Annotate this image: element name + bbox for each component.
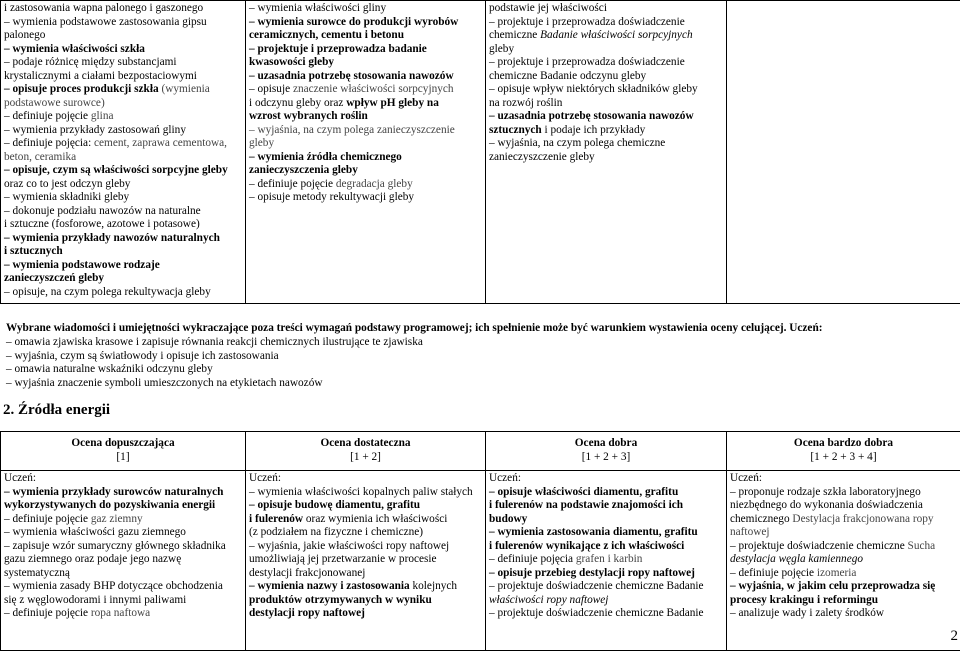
text-line	[4, 97, 242, 111]
text-line	[489, 607, 723, 621]
text-run: – definiuje pojęcie	[4, 110, 91, 122]
text-line	[4, 151, 242, 165]
text-run: – analizuje wady i zalety środków	[730, 607, 884, 619]
text-line	[4, 486, 242, 500]
text-line	[4, 594, 242, 608]
table-cell	[246, 1, 486, 304]
table-cell	[486, 471, 727, 651]
text-run: – wymienia zastosowania diamentu, grafitu	[489, 526, 698, 538]
text-run: kwasowości gleby	[249, 56, 334, 68]
text-run: produktów otrzymywanych w wyniku	[249, 594, 432, 606]
text-line	[4, 56, 242, 70]
text-line	[249, 164, 482, 178]
text-line	[489, 151, 723, 165]
text-line	[249, 29, 482, 43]
table-row	[1, 1, 960, 304]
text-line	[489, 2, 723, 16]
text-run: chemiczne	[489, 29, 540, 41]
text-run: Destylacja frakcjonowana ropy	[792, 513, 933, 525]
text-run: się z węglowodorami i innymi paliwami	[4, 594, 186, 606]
text-run: – wymienia właściwości gazu ziemnego	[4, 526, 186, 538]
text-run: – projektuje doświadczenie chemiczne	[730, 540, 908, 552]
text-run: i fulerenów na podstawie znajomości ich	[489, 499, 683, 511]
energy-sources-criteria-table	[0, 431, 960, 651]
text-run: – opisuje, na czym polega rekultywacja gleby	[4, 286, 211, 298]
text-run: grafen i karbin	[576, 553, 643, 565]
text-line	[4, 567, 242, 581]
text-line	[6, 322, 956, 336]
text-line	[730, 472, 957, 486]
text-run: krystalicznymi a ciałami bezpostaciowymi	[4, 70, 197, 82]
text-run: (z podziałem na fizyczne i chemiczne)	[249, 526, 423, 538]
text-run: – opisuje właściwości diamentu, grafitu	[489, 486, 678, 498]
text-line	[249, 2, 482, 16]
text-line	[249, 178, 482, 192]
text-line	[249, 191, 482, 205]
text-run: – wymienia źródła chemicznego	[249, 151, 402, 163]
text-run: izomeria	[817, 567, 857, 579]
text-run: zanieczyszczeń gleby	[4, 272, 104, 284]
text-run: naftowej	[730, 526, 770, 538]
text-run: – podaje różnicę między substancjami	[4, 56, 177, 68]
text-run: – definiuje pojęcie	[730, 567, 817, 579]
text-line	[730, 513, 957, 527]
text-line	[4, 178, 242, 192]
text-run: – uzasadnia potrzebę stosowania nawozów	[489, 110, 694, 122]
column-header: Ocena dostateczna [1 + 2]	[246, 432, 486, 471]
text-run: i odczynu gleby oraz	[249, 97, 346, 109]
text-run: (wymienia	[159, 83, 210, 95]
text-run: – wyjaśnia, na czym polega chemiczne	[489, 137, 665, 149]
text-run: – definiuje pojęcie	[4, 513, 91, 525]
column-header: Ocena bardzo dobra [1 + 2 + 3 + 4]	[727, 432, 960, 471]
text-run: – wyjaśnia, jakie właściwości ropy naftowej	[249, 540, 449, 552]
text-line	[489, 110, 723, 124]
text-run: – opisuje metody rekultywacji gleby	[249, 191, 414, 203]
text-line	[6, 350, 956, 364]
text-run: umożliwiają jej przetwarzanie w procesie	[249, 553, 437, 565]
text-run: i fulerenów wynikające z ich właściwości	[489, 540, 684, 552]
text-run: i sztuczne (fosforowe, azotowe i potasowe)	[4, 218, 200, 230]
text-run: – projektuje i przeprowadza doświadczenie	[489, 16, 685, 28]
text-run: – wyjaśnia, czym są światłowody i opisuje ich zastosowania	[6, 350, 279, 362]
text-run: – opisuje wpływ niektórych składników gleby	[489, 83, 698, 95]
text-line	[489, 16, 723, 30]
text-line	[730, 580, 957, 594]
table-cell	[1, 1, 246, 304]
text-run: – wyjaśnia znaczenie symboli umieszczonych na etykietach nawozów	[6, 377, 323, 389]
table-cell	[727, 471, 960, 651]
text-line	[489, 29, 723, 43]
text-run: – projektuje i przeprowadza badanie	[249, 43, 427, 55]
text-line	[489, 567, 723, 581]
text-run: destylacji frakcjonowanej	[249, 567, 365, 579]
text-run: – proponuje rodzaje szkła laboratoryjnego	[730, 486, 921, 498]
text-line	[4, 124, 242, 138]
text-run: budowy	[489, 513, 527, 525]
text-run: ropa naftowa	[91, 607, 150, 619]
text-run: – opisuje przebieg destylacji ropy naftowej	[489, 567, 695, 579]
text-line	[489, 594, 723, 608]
text-run: – definiuje pojęcie	[4, 607, 91, 619]
text-line	[4, 164, 242, 178]
text-run: destylacji ropy naftowej	[249, 607, 365, 619]
text-run: oraz co to jest odczyn gleby	[4, 178, 130, 190]
text-line	[249, 499, 482, 513]
text-line	[4, 218, 242, 232]
text-line	[4, 553, 242, 567]
text-run: wykorzystywanych do pozyskiwania energii	[4, 499, 215, 511]
text-line	[4, 70, 242, 84]
text-line	[489, 97, 723, 111]
text-run: – projektuje i przeprowadza doświadczenie	[489, 56, 685, 68]
text-line	[489, 124, 723, 138]
text-line	[4, 2, 242, 16]
text-line	[249, 151, 482, 165]
text-run: – wymienia zasady BHP dotyczące obchodzenia	[4, 580, 223, 592]
text-line	[489, 56, 723, 70]
text-run: Wybrane wiadomości i umiejętności wykraczające poza treści wymagań podstawy programowej; ich spełnienie może być warunkiem wystawienia oceny celującej. Uczeń:	[6, 322, 823, 334]
text-line	[249, 513, 482, 527]
text-line	[489, 137, 723, 151]
text-line	[4, 232, 242, 246]
text-run: – opisuje	[249, 83, 293, 95]
text-run: beton, ceramika	[4, 151, 76, 163]
text-line	[730, 486, 957, 500]
table-cell	[1, 471, 246, 651]
column-header: Ocena dopuszczająca [1]	[1, 432, 246, 471]
text-line	[4, 286, 242, 300]
text-run: na rozwój roślin	[489, 97, 562, 109]
text-line	[730, 499, 957, 513]
text-run: procesy krakingu i reformingu	[730, 594, 878, 606]
text-run: – definiuje pojęcia:	[4, 137, 94, 149]
text-line	[489, 43, 723, 57]
table-row	[1, 471, 960, 651]
text-run: destylacja węgla kamiennego	[730, 553, 863, 565]
text-line	[489, 499, 723, 513]
text-line	[4, 607, 242, 621]
text-run: – wymienia przykłady nawozów naturalnych	[4, 232, 220, 244]
text-line	[6, 363, 956, 377]
text-line	[249, 472, 482, 486]
text-run: i podaje ich przykłady	[542, 124, 646, 136]
text-line	[249, 553, 482, 567]
text-run: – uzasadnia potrzebę stosowania nawozów	[249, 70, 454, 82]
text-run: – wyjaśnia, na czym polega zanieczyszczenie	[249, 124, 455, 136]
text-line	[489, 70, 723, 84]
text-run: – opisuje, czym są właściwości sorpcyjne gleby	[4, 164, 228, 176]
text-run: Badanie właściwości sorpcyjnych	[540, 29, 692, 41]
text-line	[249, 526, 482, 540]
text-run: podstawowe surowce)	[4, 97, 105, 109]
text-run: sztucznych	[489, 124, 542, 136]
text-line	[4, 499, 242, 513]
text-run: – opisuje proces produkcji szkła	[4, 83, 159, 95]
text-run: – projektuje doświadczenie chemiczne Badanie	[489, 607, 704, 619]
text-line	[249, 43, 482, 57]
text-run: znaczenie właściwości sorpcyjnych	[293, 83, 454, 95]
text-run: – omawia zjawiska krasowe i zapisuje równania reakcji chemicznych ilustrujące te zjawiska	[6, 336, 423, 348]
text-line	[249, 16, 482, 30]
text-line	[4, 245, 242, 259]
text-run: – wymienia składniki gleby	[4, 191, 129, 203]
text-run: – wymienia przykłady surowców naturalnych	[4, 486, 223, 498]
text-run: – definiuje pojęcie	[249, 178, 336, 190]
text-run: degradacja gleby	[336, 178, 413, 190]
text-line	[4, 29, 242, 43]
text-line	[4, 137, 242, 151]
text-line	[4, 513, 242, 527]
text-run: ceramicznych, cementu i betonu	[249, 29, 404, 41]
text-run: – wymienia właściwości szkła	[4, 43, 145, 55]
text-run: – wymienia przykłady zastosowań gliny	[4, 124, 186, 136]
text-run: – wymienia nazwy i zastosowania	[249, 580, 410, 592]
text-run: właściwości ropy naftowej	[489, 594, 608, 606]
text-line	[489, 540, 723, 554]
text-line	[730, 594, 957, 608]
text-run: wzrost wybranych roślin	[249, 110, 368, 122]
extra-requirements-note	[6, 322, 956, 391]
text-line	[4, 16, 242, 30]
text-line	[4, 526, 242, 540]
text-run: podstawie jej właściwości	[489, 2, 607, 14]
text-line	[730, 526, 957, 540]
text-run: i sztucznych	[4, 245, 63, 257]
text-line	[4, 472, 242, 486]
column-header: Ocena dobra [1 + 2 + 3]	[486, 432, 727, 471]
text-line	[249, 580, 482, 594]
text-run: wpływ pH gleby na	[346, 97, 439, 109]
text-line	[489, 83, 723, 97]
text-line	[4, 83, 242, 97]
text-line	[249, 97, 482, 111]
text-line	[249, 56, 482, 70]
text-run: Uczeń:	[4, 472, 36, 484]
text-run: i fulerenów	[249, 513, 303, 525]
text-line	[249, 486, 482, 500]
text-line	[489, 580, 723, 594]
text-run: – wymienia podstawowe rodzaje	[4, 259, 160, 271]
text-run: oraz wymienia ich właściwości	[303, 513, 447, 525]
text-line	[249, 83, 482, 97]
text-run: – wyjaśnia, w jakim celu przeprowadza się	[730, 580, 935, 592]
text-run: – wymienia podstawowe zastosowania gipsu	[4, 16, 207, 28]
text-run: glina	[91, 110, 114, 122]
text-run: gazu ziemnego oraz podaje jego nazwę	[4, 553, 181, 565]
text-line	[6, 336, 956, 350]
text-line	[730, 607, 957, 621]
text-run: zanieczyszczenie gleby	[489, 151, 595, 163]
text-run: Uczeń:	[489, 472, 521, 484]
text-line	[249, 110, 482, 124]
text-run: systematyczną	[4, 567, 70, 579]
text-line	[489, 513, 723, 527]
text-line	[489, 553, 723, 567]
text-run: – zapisuje wzór sumaryczny głównego składnika	[4, 540, 226, 552]
text-line	[4, 110, 242, 124]
text-run: Uczeń:	[730, 472, 762, 484]
criteria-table-continued	[0, 0, 960, 304]
text-run: Uczeń:	[249, 472, 281, 484]
text-run: gaz ziemny	[91, 513, 143, 525]
text-run: chemiczne Badanie odczynu gleby	[489, 70, 646, 82]
text-line	[489, 486, 723, 500]
table-cell	[246, 471, 486, 651]
text-line	[249, 124, 482, 138]
text-line	[249, 540, 482, 554]
text-line	[4, 205, 242, 219]
text-run: kolejnych	[410, 580, 457, 592]
text-run: chemicznego	[730, 513, 792, 525]
text-line	[489, 526, 723, 540]
text-run: palonego	[4, 29, 45, 41]
text-run: – wymienia właściwości gliny	[249, 2, 386, 14]
text-run: gleby	[249, 137, 274, 149]
section-heading: 2. Źródła energii	[3, 402, 110, 419]
text-run: niezbędnego do wykonania doświadczenia	[730, 499, 923, 511]
text-line	[730, 567, 957, 581]
text-run: – definiuje pojęcia	[489, 553, 576, 565]
text-line	[4, 191, 242, 205]
text-line	[249, 137, 482, 151]
text-line	[4, 580, 242, 594]
text-run: i zastosowania wapna palonego i gaszonego	[4, 2, 203, 14]
table-cell	[486, 1, 727, 304]
text-line	[730, 553, 957, 567]
text-line	[6, 377, 956, 391]
text-line	[249, 594, 482, 608]
text-run: – wymienia właściwości kopalnych paliw stałych	[249, 486, 473, 498]
text-line	[249, 70, 482, 84]
text-line	[4, 259, 242, 273]
text-run: – wymienia surowce do produkcji wyrobów	[249, 16, 458, 28]
text-run: gleby	[489, 43, 514, 55]
text-run: – omawia naturalne wskaźniki odczynu gleby	[6, 363, 213, 375]
table-cell	[727, 1, 960, 304]
text-run: cement, zaprawa cementowa,	[94, 137, 227, 149]
text-line	[249, 607, 482, 621]
table-header-row	[1, 432, 960, 471]
text-run: – opisuje budowę diamentu, grafitu	[249, 499, 420, 511]
text-run: – projektuje doświadczenie chemiczne Badanie	[489, 580, 704, 592]
text-line	[489, 472, 723, 486]
text-line	[249, 567, 482, 581]
text-line	[4, 540, 242, 554]
page-number: 2	[951, 628, 959, 645]
text-line	[730, 540, 957, 554]
text-run: – dokonuje podziału nawozów na naturalne	[4, 205, 201, 217]
text-run: zanieczyszczenia gleby	[249, 164, 358, 176]
text-line	[4, 272, 242, 286]
text-line	[4, 43, 242, 57]
text-run: Sucha	[908, 540, 936, 552]
